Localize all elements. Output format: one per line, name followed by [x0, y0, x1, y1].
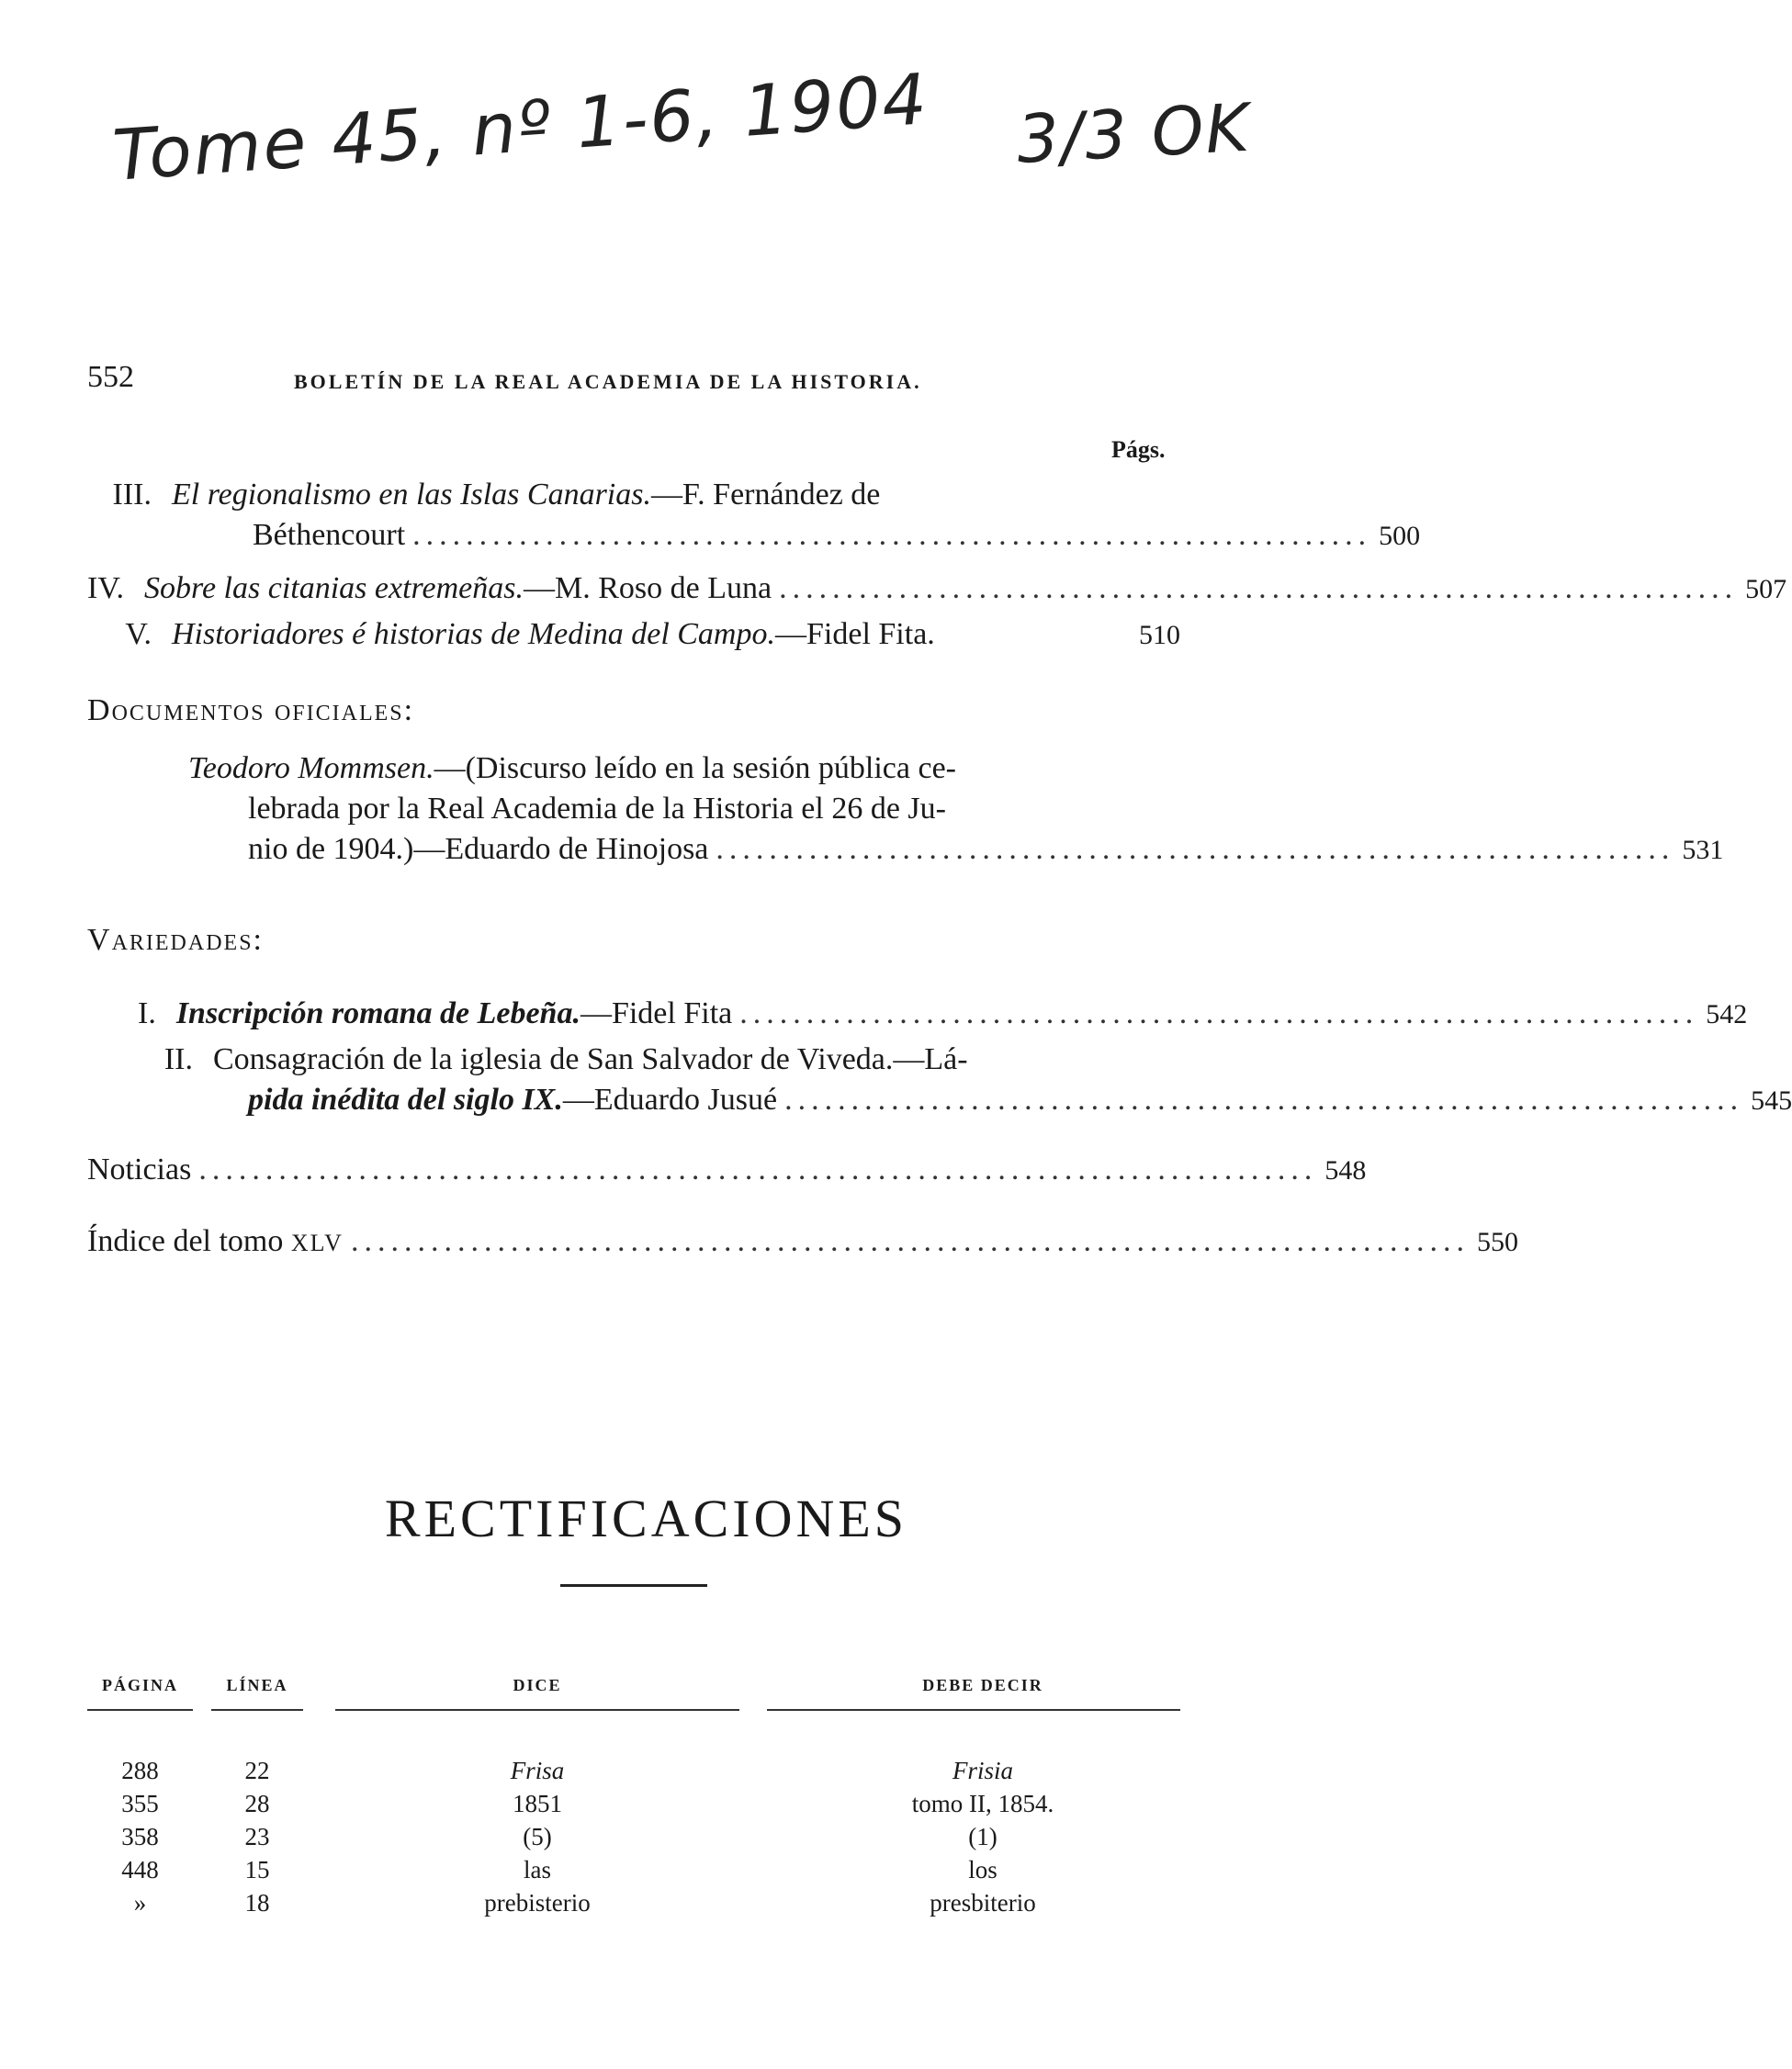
dot-leader: .................................................................................... [198, 1153, 1318, 1186]
table-row [87, 1757, 1180, 1790]
table-row [87, 1790, 1180, 1823]
dot-leader: ........................................................................ [716, 832, 1675, 866]
toc-entry-iv [87, 571, 1787, 606]
dot-leader: ........................................................................ [739, 996, 1699, 1030]
toc-entry-variedades-i [138, 996, 1748, 1031]
toc-text-line: —(Discurso leído en la sesión pública ce- [434, 751, 956, 785]
pags-column-label: Págs. [1111, 436, 1166, 463]
title-rule [560, 1584, 707, 1587]
toc-tomo: XLV [290, 1230, 344, 1256]
cell-linea: 15 [244, 1856, 270, 1883]
cell-debe-decir: Frisia [952, 1757, 1013, 1784]
cell-linea: 28 [244, 1790, 270, 1817]
running-title: BOLETÍN DE LA REAL ACADEMIA DE LA HISTORIA. [294, 370, 922, 393]
toc-entry-noticias [87, 1153, 1367, 1187]
cell-pagina: 288 [121, 1757, 159, 1784]
cell-dice: prebisterio [484, 1889, 591, 1917]
table-row [87, 1856, 1180, 1889]
handwritten-volume-note: Tome 45, nº 1-6, 1904 [110, 57, 931, 197]
cell-pagina: 355 [121, 1790, 159, 1817]
cell-dice: 1851 [513, 1790, 562, 1817]
dot-leader: .................................................................................... [350, 1224, 1470, 1258]
dot-leader: ........................................................................ [779, 571, 1739, 605]
section-heading-variedades: Variedades: [87, 923, 265, 957]
toc-entry-mommsen [188, 751, 1724, 867]
header-underline [87, 1709, 193, 1711]
toc-title: Sobre las citanias extremeñas. [144, 571, 524, 605]
column-header-pagina: PÁGINA [102, 1676, 178, 1694]
toc-author: —F. Fernández de [651, 478, 881, 512]
dot-leader: ........................................................................ [412, 518, 1372, 552]
header-underline [767, 1709, 1180, 1711]
toc-page: 542 [1706, 999, 1748, 1029]
toc-text-line: nio de 1904.)—Eduardo de Hinojosa [248, 832, 709, 866]
toc-title: Historiadores é historias de Medina del Campo. [172, 617, 775, 651]
cell-debe-decir: los [968, 1856, 997, 1883]
table-row [87, 1889, 1180, 1922]
section-heading-documentos: Documentos oficiales: [87, 693, 415, 727]
toc-author: —Eduardo Jusué [562, 1083, 778, 1117]
toc-title: Teodoro Mommsen. [188, 751, 434, 785]
toc-entry-v [87, 617, 1180, 652]
toc-numeral: I. [138, 996, 156, 1030]
toc-numeral: II. [163, 1042, 193, 1076]
toc-page: 545 [1751, 1085, 1792, 1116]
toc-page: 550 [1476, 1227, 1518, 1257]
cell-debe-decir: tomo II, 1854. [911, 1790, 1054, 1817]
cell-debe-decir: (1) [968, 1823, 997, 1850]
toc-page: 548 [1324, 1155, 1367, 1186]
toc-numeral: III. [112, 478, 152, 512]
cell-dice: (5) [523, 1823, 552, 1850]
toc-title-cont: pida inédita del siglo IX. [248, 1083, 563, 1117]
column-header-debe-decir: DEBE DECIR [922, 1676, 1043, 1694]
handwritten-check-note: 3/3 OK [1015, 88, 1253, 178]
errata-table-header [87, 1676, 1180, 1722]
cell-debe-decir: presbiterio [930, 1889, 1036, 1917]
cell-dice: las [524, 1856, 551, 1883]
column-header-linea: LÍNEA [226, 1676, 288, 1694]
cell-pagina: » [133, 1889, 147, 1917]
toc-numeral: V. [125, 617, 152, 651]
header-underline [335, 1709, 739, 1711]
column-header-dice: DICE [513, 1676, 562, 1694]
toc-numeral: IV. [87, 571, 124, 605]
cell-linea: 18 [244, 1889, 270, 1917]
toc-page: 510 [1139, 620, 1180, 650]
dot-leader: ........................................................................ [784, 1083, 1744, 1117]
cell-pagina: 358 [121, 1823, 159, 1850]
toc-author: —M. Roso de Luna [523, 571, 772, 605]
cell-linea: 23 [244, 1823, 270, 1850]
toc-author-cont: Béthencourt [253, 518, 406, 552]
toc-entry-variedades-ii [138, 1042, 1792, 1118]
errata-table [87, 1676, 1180, 1922]
toc-entry-indice [87, 1224, 1518, 1259]
toc-title: Noticias [87, 1153, 192, 1186]
toc-title: Inscripción romana de Lebeña. [175, 996, 580, 1030]
toc-page: 531 [1682, 835, 1724, 865]
cell-pagina: 448 [121, 1856, 159, 1883]
toc-author: —Fidel Fita. [775, 617, 935, 651]
table-row [87, 1823, 1180, 1856]
toc-title: Consagración de la iglesia de San Salvador de Viveda.—Lá- [213, 1042, 968, 1076]
rectificaciones-title: RECTIFICACIONES [384, 1489, 908, 1548]
toc-text-line: lebrada por la Real Academia de la Historia el 26 de Ju- [248, 792, 946, 826]
toc-page: 500 [1379, 521, 1421, 551]
toc-title: El regionalismo en las Islas Canarias. [172, 478, 651, 512]
toc-author: —Fidel Fita [580, 996, 733, 1030]
header-underline [211, 1709, 303, 1711]
page-number: 552 [87, 360, 134, 394]
cell-linea: 22 [244, 1757, 270, 1784]
toc-title: Índice del tomo [87, 1224, 284, 1258]
toc-entry-iii [87, 478, 1421, 553]
toc-page: 507 [1745, 574, 1787, 604]
cell-dice: Frisa [510, 1757, 565, 1784]
